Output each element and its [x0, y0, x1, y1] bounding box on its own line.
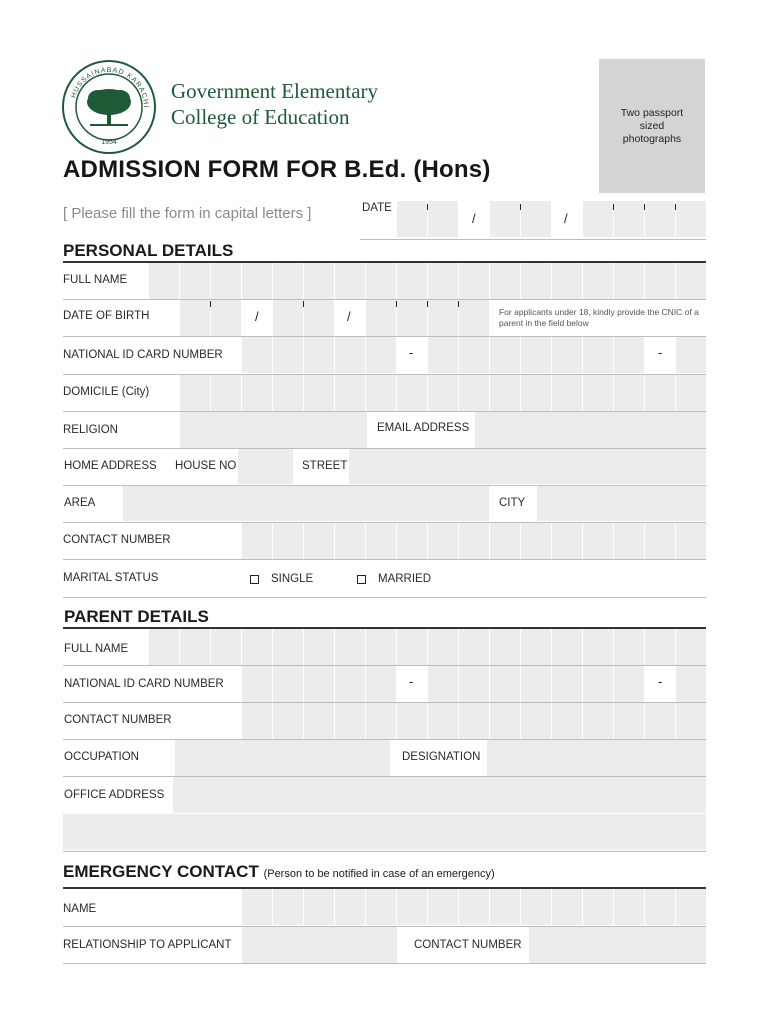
office-address-field-line2[interactable] [63, 814, 706, 850]
designation-field[interactable] [487, 740, 706, 776]
dob-note: For applicants under 18, kindly provide the CNIC of a parent in the field below [499, 307, 699, 328]
parent-contact-cells[interactable] [242, 703, 706, 739]
married-checkbox[interactable] [357, 575, 366, 584]
designation-label: DESIGNATION [402, 751, 481, 763]
date-cell[interactable] [397, 201, 427, 237]
svg-text:1954: 1954 [101, 139, 117, 146]
college-name [171, 78, 378, 130]
college-seal-logo [62, 60, 156, 154]
svg-text:HUSSAINABAD KARACHI: HUSSAINABAD KARACHI [70, 66, 150, 109]
cnic-label: NATIONAL ID CARD NUMBER [63, 349, 223, 361]
form-title: ADMISSION FORM FOR B.Ed. (Hons) [63, 156, 491, 183]
parent-full-name-cells[interactable] [149, 629, 706, 665]
row-divider [63, 851, 706, 852]
dob-separator: / [347, 309, 351, 324]
single-label: SINGLE [271, 573, 314, 585]
contact-number-label: CONTACT NUMBER [63, 534, 171, 546]
date-cell[interactable] [521, 201, 551, 237]
full-name-label: FULL NAME [63, 274, 128, 286]
emergency-contact-field[interactable] [529, 927, 706, 963]
date-separator: / [564, 211, 568, 226]
section-heading-parent: PARENT DETAILS [64, 607, 209, 626]
date-cell[interactable] [490, 201, 520, 237]
area-label: AREA [64, 497, 96, 509]
emergency-name-label: NAME [63, 903, 97, 915]
row-divider [63, 963, 706, 964]
parent-cnic-cells-part2[interactable] [428, 666, 644, 702]
full-name-cells[interactable] [149, 263, 706, 299]
relationship-label: RELATIONSHIP TO APPLICANT [63, 939, 232, 951]
dob-day-cells[interactable] [180, 300, 241, 336]
section-heading-emergency [63, 862, 495, 882]
single-checkbox[interactable] [250, 575, 259, 584]
date-label: DATE [362, 202, 392, 214]
row-divider [63, 597, 706, 598]
cnic-dash: - [409, 345, 414, 360]
office-address-field[interactable] [173, 777, 706, 813]
parent-cnic-dash: - [409, 674, 414, 689]
occupation-label: OCCUPATION [64, 751, 139, 763]
married-label: MARRIED [378, 573, 432, 585]
domicile-cells[interactable] [180, 375, 706, 411]
cnic-cells-part1[interactable] [242, 337, 396, 373]
date-separator: / [472, 211, 476, 226]
email-label: EMAIL ADDRESS [377, 422, 470, 434]
city-label: CITY [499, 497, 526, 509]
emergency-contact-label: CONTACT NUMBER [414, 939, 522, 951]
house-no-label: HOUSE NO [175, 460, 237, 472]
emergency-heading: EMERGENCY CONTACT [63, 862, 259, 881]
dob-year-cells[interactable] [366, 300, 489, 336]
photo-placeholder [599, 59, 705, 193]
college-name-line1: Government Elementary [171, 79, 379, 103]
occupation-field[interactable] [175, 740, 390, 776]
religion-label: RELIGION [63, 424, 118, 436]
cnic-cells-part2[interactable] [428, 337, 644, 373]
date-cell[interactable] [583, 201, 613, 237]
parent-contact-label: CONTACT NUMBER [64, 714, 172, 726]
parent-cnic-dash: - [658, 674, 663, 689]
street-label: STREET [302, 460, 348, 472]
emergency-subheading: (Person to be notified in case of an emergency) [263, 868, 495, 880]
parent-cnic-label: NATIONAL ID CARD NUMBER [64, 678, 224, 690]
email-field[interactable] [475, 412, 706, 448]
city-field[interactable] [537, 486, 706, 521]
date-cell[interactable] [428, 201, 458, 237]
relationship-field[interactable] [242, 927, 397, 963]
instruction-text: [ Please fill the form in capital letters ] [63, 205, 312, 222]
date-cell[interactable] [645, 201, 675, 237]
contact-number-cells[interactable] [242, 523, 706, 559]
college-name-line2: College of Education [171, 105, 350, 129]
home-address-label: HOME ADDRESS [64, 460, 157, 472]
parent-cnic-cells-part1[interactable] [242, 666, 396, 702]
emergency-name-cells[interactable] [242, 889, 706, 925]
parent-full-name-label: FULL NAME [64, 643, 129, 655]
area-field[interactable] [123, 486, 489, 521]
dob-separator: / [255, 309, 259, 324]
house-no-field[interactable] [238, 449, 293, 484]
parent-cnic-cells-part3[interactable] [676, 666, 706, 702]
photo-note: Two passport sized photographs [620, 106, 684, 145]
cnic-cells-part3[interactable] [676, 337, 706, 373]
office-address-label: OFFICE ADDRESS [64, 789, 165, 801]
row-divider [63, 559, 706, 560]
dob-month-cells[interactable] [273, 300, 334, 336]
section-heading-personal: PERSONAL DETAILS [63, 241, 234, 260]
religion-field[interactable] [180, 412, 367, 448]
dob-label: DATE OF BIRTH [63, 310, 150, 322]
street-field[interactable] [349, 449, 706, 484]
date-cell[interactable] [676, 201, 706, 237]
marital-status-label: MARITAL STATUS [63, 572, 159, 584]
row-divider [360, 239, 706, 240]
date-cell[interactable] [614, 201, 644, 237]
cnic-dash: - [658, 345, 663, 360]
domicile-label: DOMICILE (City) [63, 386, 150, 398]
